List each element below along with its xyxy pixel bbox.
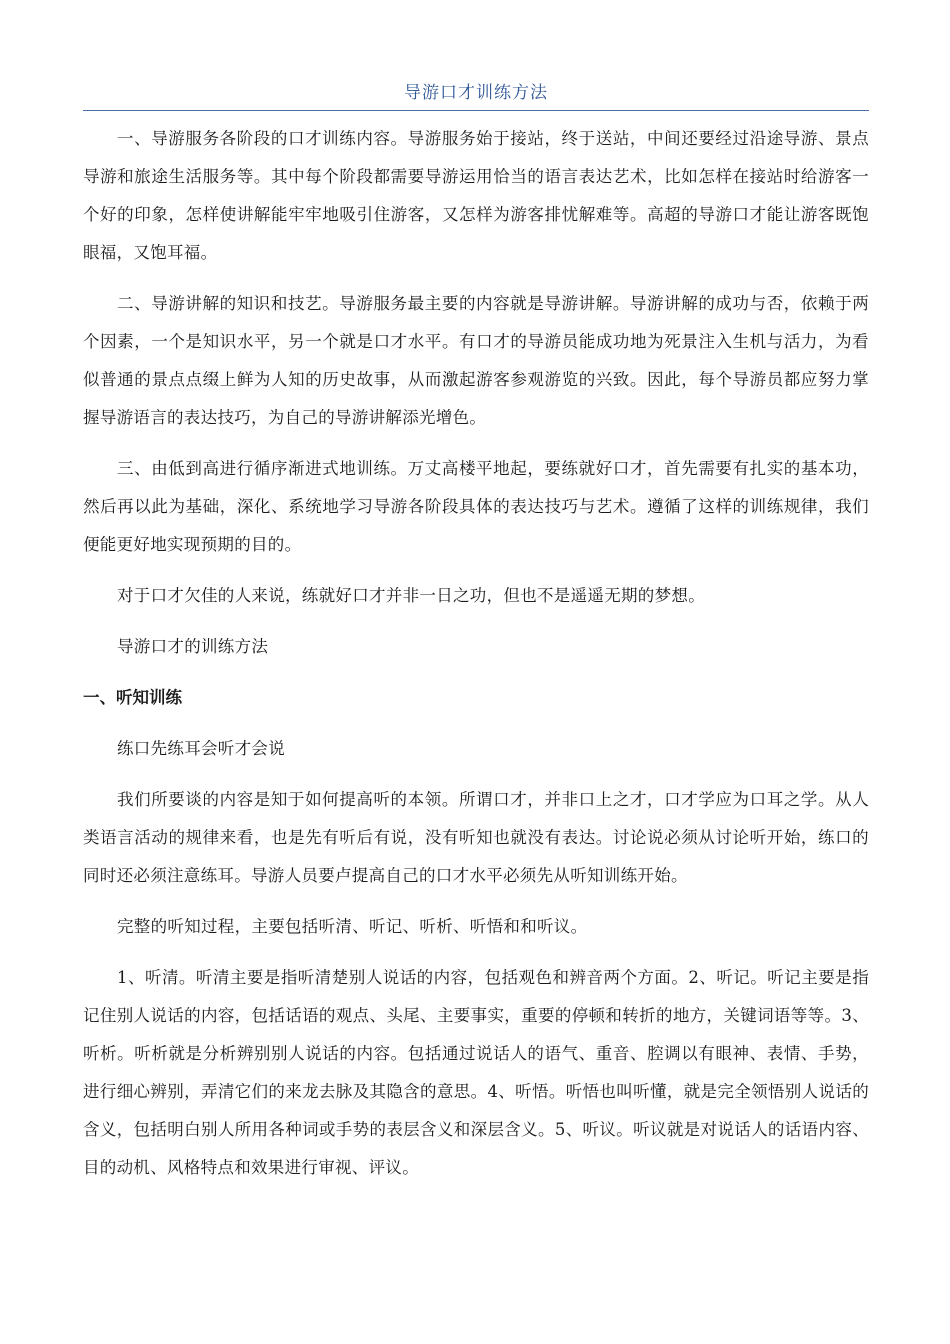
page-header [83, 78, 869, 111]
header-title: 导游口才训练方法 [404, 83, 548, 103]
section-paragraph-4: 1、听清。听清主要是指听清楚别人说话的内容，包括观色和辨音两个方面。2、听记。听记主要是指记住别人说话的内容，包括话语的观点、头尾、主要事实，重要的停顿和转折的地方，关键词语等等。3、听析。听析就是分析辨别别人说话的内容。包括通过说话人的语气、重音、腔调以有眼神、表情、手势，进行细心辨别，弄清它们的来龙去脉及其隐含的意思。4、听悟。听悟也叫听懂，就是完全领悟别人说话的含义，包括明白别人所用各种词或手势的表层含义和深层含义。5、听议。听议就是对说话人的话语内容、目的动机、风格特点和效果进行审视、评议。 [83, 968, 869, 1177]
section-paragraph-1: 练口先练耳会听才会说 [117, 739, 285, 758]
paragraph-4: 对于口才欠佳的人来说，练就好口才并非一日之功，但也不是遥遥无期的梦想。 [117, 586, 705, 605]
document-body [83, 120, 869, 1187]
paragraph-1: 一、导游服务各阶段的口才训练内容。导游服务始于接站，终于送站，中间还要经过沿途导游、景点导游和旅途生活服务等。其中每个阶段都需要导游运用恰当的语言表达艺术，比如怎样在接站时给游客一个好的印象，怎样使讲解能牢牢地吸引住游客，又怎样为游客排忧解难等。高超的导游口才能让游客既饱眼福，又饱耳福。 [83, 129, 869, 262]
section-paragraph-2: 我们所要谈的内容是知于如何提高听的本领。所谓口才，并非口上之才，口才学应为口耳之学。从人类语言活动的规律来看，也是先有听后有说，没有听知也就没有表达。讨论说必须从讨论听开始，练口的同时还必须注意练耳。导游人员要卢提高自己的口才水平必须先从听知训练开始。 [83, 790, 869, 885]
section-paragraph-3: 完整的听知过程，主要包括听清、听记、听析、听悟和和听议。 [117, 917, 588, 936]
paragraph-3: 三、由低到高进行循序渐进式地训练。万丈高楼平地起，要练就好口才，首先需要有扎实的基本功，然后再以此为基础，深化、系统地学习导游各阶段具体的表达技巧与艺术。遵循了这样的训练规律，我们便能更好地实现预期的目的。 [83, 459, 869, 554]
paragraph-5: 导游口才的训练方法 [117, 637, 269, 656]
paragraph-2: 二、导游讲解的知识和技艺。导游服务最主要的内容就是导游讲解。导游讲解的成功与否，依赖于两个因素，一个是知识水平，另一个就是口才水平。有口才的导游员能成功地为死景注入生机与活力，为看似普通的景点点缀上鲜为人知的历史故事，从而激起游客参观游览的兴致。因此，每个导游员都应努力掌握导游语言的表达技巧，为自己的导游讲解添光增色。 [83, 294, 869, 427]
section-heading: 一、听知训练 [83, 688, 182, 707]
